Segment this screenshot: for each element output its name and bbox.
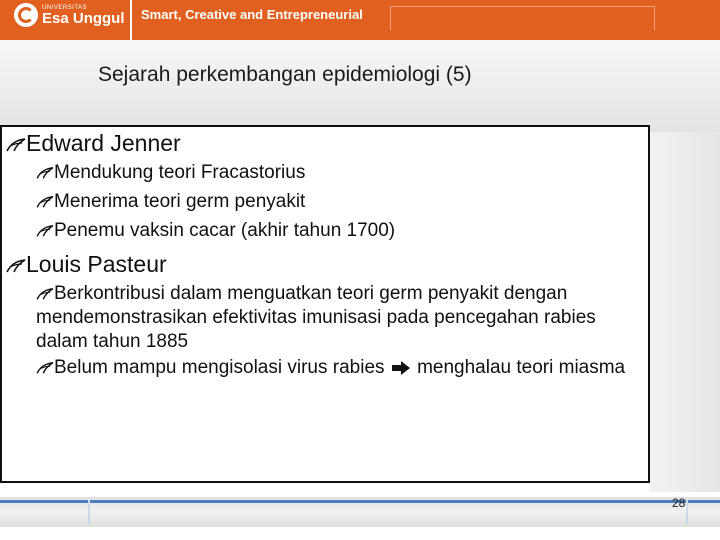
university-logo — [14, 3, 125, 27]
sprout-leaf-icon — [6, 130, 26, 157]
header-divider — [130, 0, 132, 40]
page-number: 28 — [672, 496, 686, 510]
sprout-leaf-icon — [36, 162, 54, 184]
list-item-text-continuation: menghalau teori miasma — [417, 357, 626, 378]
header-frame — [390, 6, 655, 30]
list-item-text: Penemu vaksin cacar (akhir tahun 1700) — [54, 220, 396, 241]
right-arrow-icon — [390, 356, 412, 380]
list-item-text: Mendukung teori Fracastorius — [54, 162, 306, 183]
list-item — [36, 282, 626, 354]
section-heading-text: Edward Jenner — [26, 130, 181, 156]
list-item-text: Belum mampu mengisolasi virus rabies — [54, 357, 385, 378]
section-heading-text: Louis Pasteur — [26, 251, 167, 277]
header-tagline: Smart, Creative and Entrepreneurial — [141, 7, 363, 22]
header-bar — [0, 0, 720, 40]
list-item-text: Berkontribusi dalam menguatkan teori germ penyakit dengan mendemonstrasikan efektivitas imunisasi pada pencegahan rabies dalam tahun 1885 — [36, 283, 596, 352]
section-heading-edward-jenner — [6, 130, 181, 157]
logo-mark-icon — [14, 3, 38, 27]
list-item — [36, 220, 395, 242]
sprout-leaf-icon — [6, 251, 26, 278]
sprout-leaf-icon — [36, 220, 54, 242]
sprout-leaf-icon — [36, 282, 54, 306]
logo-subtitle: UNIVERSITAS — [42, 4, 88, 11]
footer-frame — [88, 500, 688, 524]
list-item — [36, 356, 626, 380]
side-strip — [650, 132, 720, 492]
sprout-leaf-icon — [36, 356, 54, 380]
slide-title: Sejarah perkembangan epidemiologi (5) — [98, 63, 472, 86]
section-heading-louis-pasteur — [6, 251, 167, 278]
logo-name: Esa Unggul — [42, 9, 125, 27]
list-item — [36, 191, 305, 213]
sprout-leaf-icon — [36, 191, 54, 213]
list-item — [36, 162, 305, 184]
list-item-text: Menerima teori germ penyakit — [54, 191, 306, 212]
